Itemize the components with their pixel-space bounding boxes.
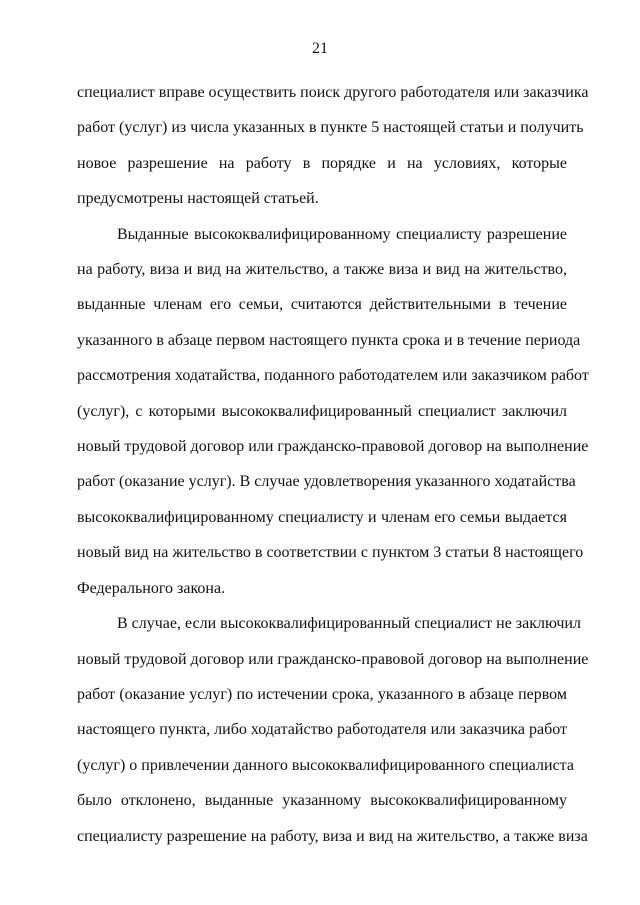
paragraph-3 xyxy=(77,606,589,854)
text-line: Выданные высококвалифицированному специалисту разрешение xyxy=(117,225,567,243)
document-body xyxy=(77,75,589,854)
page-number: 21 xyxy=(312,40,328,57)
text-line: работ (услуг) из числа указанных в пункте 5 настоящей статьи и получить xyxy=(77,119,584,137)
text-line: новое разрешение на работу в порядке и на условиях, которые xyxy=(77,154,567,172)
text-line: выданные членам его семьи, считаются действительными в течение xyxy=(77,296,567,314)
text-line: работ (оказание услуг) по истечении срока, указанного в абзаце первом xyxy=(77,685,567,703)
text-line: новый вид на жительство в соответствии с пунктом 3 статьи 8 настоящего xyxy=(77,544,584,562)
text-line: В случае, если высококвалифицированный специалист не заключил xyxy=(117,615,581,633)
text-line: работ (оказание услуг). В случае удовлетворения указанного ходатайства xyxy=(77,473,576,491)
text-line: предусмотрены настоящей статьей. xyxy=(77,190,319,208)
text-line: рассмотрения ходатайства, поданного работодателем или заказчиком работ xyxy=(77,367,589,385)
text-line: на работу, виза и вид на жительство, а также виза и вид на жительство, xyxy=(77,261,567,279)
text-line: (услуг) о привлечении данного высококвалифицированного специалиста xyxy=(77,756,574,774)
text-line: настоящего пункта, либо ходатайство работодателя или заказчика работ xyxy=(77,721,568,739)
paragraph-2 xyxy=(77,217,589,606)
text-line: специалист вправе осуществить поиск другого работодателя или заказчика xyxy=(77,84,589,101)
text-line: высококвалифицированному специалисту и членам его семьи выдается xyxy=(77,508,567,526)
text-line: новый трудовой договор или гражданско-правовой договор на выполнение xyxy=(77,438,589,456)
text-line: указанного в абзаце первом настоящего пункта срока и в течение периода xyxy=(77,331,581,349)
text-line: Федерального закона. xyxy=(77,579,226,597)
text-line: (услуг), с которыми высококвалифицированный специалист заключил xyxy=(77,402,567,420)
paragraph-1 xyxy=(77,75,589,217)
text-line: новый трудовой договор или гражданско-правовой договор на выполнение xyxy=(77,650,589,668)
text-line: специалисту разрешение на работу, виза и вид на жительство, а также виза xyxy=(77,827,588,845)
text-line: было отклонено, выданные указанному высококвалифицированному xyxy=(77,792,567,810)
